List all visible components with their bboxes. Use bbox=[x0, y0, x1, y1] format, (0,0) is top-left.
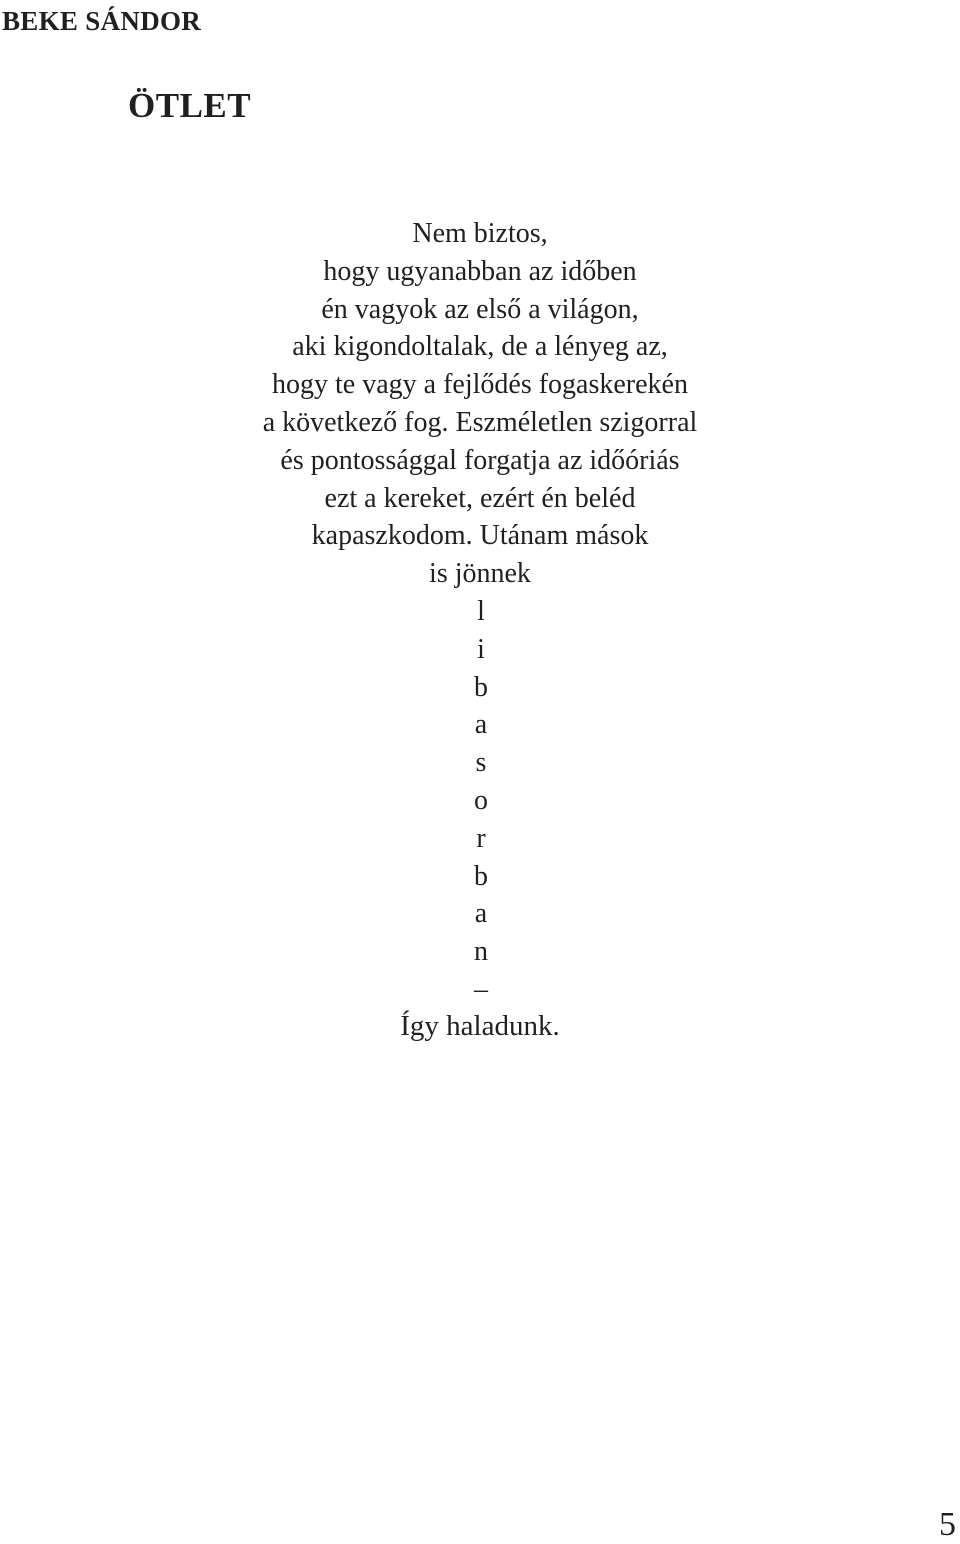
vertical-letter: b bbox=[474, 860, 488, 892]
poem-line: Nem biztos, bbox=[412, 218, 548, 249]
poem-line: kapaszkodom. Utánam mások bbox=[311, 520, 649, 552]
poem-line: a következő fog. Eszméletlen szigorral bbox=[262, 406, 698, 438]
vertical-letter: o bbox=[474, 784, 488, 816]
vertical-letter: n bbox=[474, 936, 488, 968]
poem-line: hogy te vagy a fejlődés fogaskerekén bbox=[272, 369, 688, 401]
poem-line: ezt a kereket, ezért én beléd bbox=[324, 482, 636, 514]
poem-closing-line: Így haladunk. bbox=[400, 1010, 560, 1042]
page-number: 5 bbox=[939, 1506, 956, 1543]
vertical-letter: r bbox=[476, 822, 486, 854]
vertical-letter: i bbox=[477, 633, 485, 665]
poem-title: ÖTLET bbox=[128, 86, 252, 125]
vertical-letter: a bbox=[474, 709, 488, 741]
vertical-letter: l bbox=[477, 595, 485, 627]
poem-line: hogy ugyanabban az időben bbox=[323, 255, 637, 287]
vertical-letter: s bbox=[475, 747, 487, 779]
dash-line: – bbox=[474, 973, 488, 1005]
poem-line: én vagyok az első a világon, bbox=[321, 293, 639, 325]
poem-body bbox=[0, 215, 960, 1009]
poem-line: is jönnek bbox=[429, 558, 531, 590]
vertical-letter: a bbox=[474, 898, 488, 930]
vertical-letter: b bbox=[474, 671, 488, 703]
author-name: BEKE SÁNDOR bbox=[2, 6, 202, 36]
poem-line: aki kigondoltalak, de a lényeg az, bbox=[292, 331, 668, 363]
poem-line: és pontossággal forgatja az időóriás bbox=[280, 444, 680, 476]
